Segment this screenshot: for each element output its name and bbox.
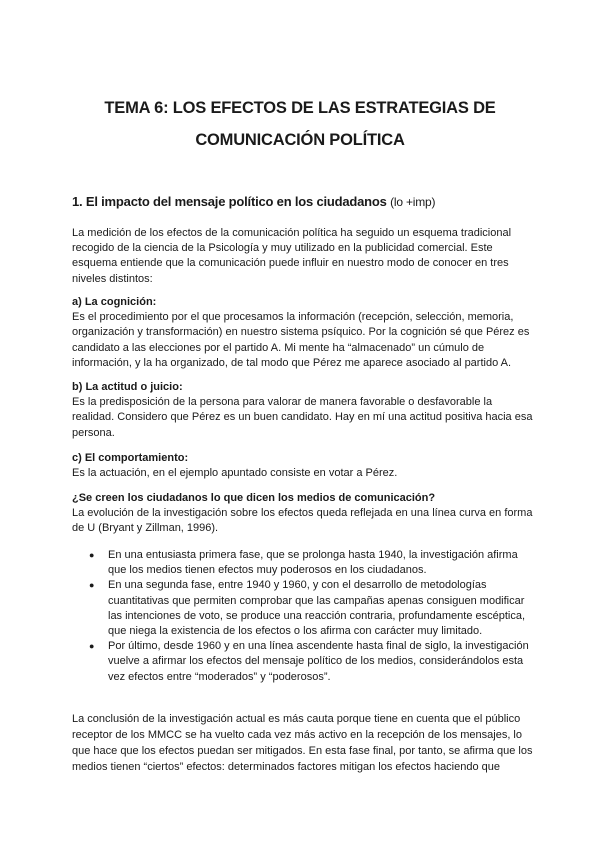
list-item-text: En una segunda fase, entre 1940 y 1960, y con el desarrollo de metodologías cuantitativas que permiten comprobar que las campañas apenas consiguen modificar las intenciones de voto, se produce una reacción contraria, profundamente escéptica, que niega la existencia de los efectos o los afirma con carácter muy limitado. <box>108 579 526 638</box>
bullet-icon: ● <box>89 550 95 560</box>
list-item-text: En una entusiasta primera fase, que se prolonga hasta 1940, la investigación afirma que los medios tienen efectos muy poderosos en los ciudadanos. <box>108 549 518 577</box>
section-1-tag: (lo +imp) <box>390 195 436 209</box>
cognition-section <box>72 295 534 371</box>
question-heading: ¿Se creen los ciudadanos lo que dicen los medios de comunicación? <box>72 492 436 504</box>
conclusion-paragraph: La conclusión de la investigación actual es más cauta porque tiene en cuenta que el público receptor de los MMCC se ha vuelto cada vez más activo en la recepción de los mensajes, lo que hace que los efectos puedan ser mitigados. En esta fase final, por tanto, se afirma que los medios tienen “ciertos” efectos: determinados factores mitigan los efectos haciendo que <box>72 713 533 773</box>
attitude-text: Es la predisposición de la persona para valorar de manera favorable o desfavorable la realidad. Considero que Pérez es un buen candidato. Hay en mí una actitud positiva hacia esa persona. <box>72 396 533 439</box>
attitude-section <box>72 380 534 441</box>
attitude-heading: b) La actitud o juicio: <box>72 381 183 393</box>
behavior-heading: c) El comportamiento: <box>72 452 189 464</box>
title-line-1: TEMA 6: LOS EFECTOS DE LAS ESTRATEGIAS DE <box>104 99 496 117</box>
list-item <box>72 548 534 578</box>
list-item-text: Por último, desde 1960 y en una línea ascendente hasta final de siglo, la investigación vuelve a afirmar los efectos del mensaje político de los medios, considerándolos esta vez efectos entre “moderados” y “poderosos”. <box>108 640 529 683</box>
question-section <box>72 491 534 537</box>
cognition-text: Es el procedimiento por el que procesamos la información (recepción, selección, memoria, organización y transformación) en nuestro sistema psíquico. Por la cognición sé que Pérez es candidato a las elecciones por el partido A. Mi mente ha “almacenado” un cúmulo de información, y la ha organizado, de tal modo que Pérez me aparece asociado al partido A. <box>72 311 530 369</box>
list-item <box>72 578 534 639</box>
document-title <box>60 92 540 156</box>
behavior-text: Es la actuación, en el ejemplo apuntado consiste en votar a Pérez. <box>72 467 398 480</box>
research-phases-list <box>72 548 534 685</box>
bullet-icon: ● <box>89 641 95 652</box>
cognition-heading: a) La cognición: <box>72 296 157 308</box>
question-text: La evolución de la investigación sobre los efectos queda reflejada en una línea curva en forma de U (Bryant y Zillman, 1996). <box>72 507 533 535</box>
section-1-heading-text: 1. El impacto del mensaje político en los ciudadanos <box>72 194 387 209</box>
bullet-icon: ● <box>89 580 95 591</box>
list-item <box>72 639 534 685</box>
intro-paragraph: La medición de los efectos de la comunicación política ha seguido un esquema tradicional recogido de la ciencia de la Psicología y muy utilizado en la publicidad comercial. Este esquema entiende que la comunicación puede influir en nuestro modo de conocer en tres niveles distintos: <box>72 227 512 285</box>
title-line-2: COMUNICACIÓN POLÍTICA <box>195 131 405 149</box>
behavior-section <box>72 451 534 481</box>
section-1-heading <box>72 194 542 209</box>
